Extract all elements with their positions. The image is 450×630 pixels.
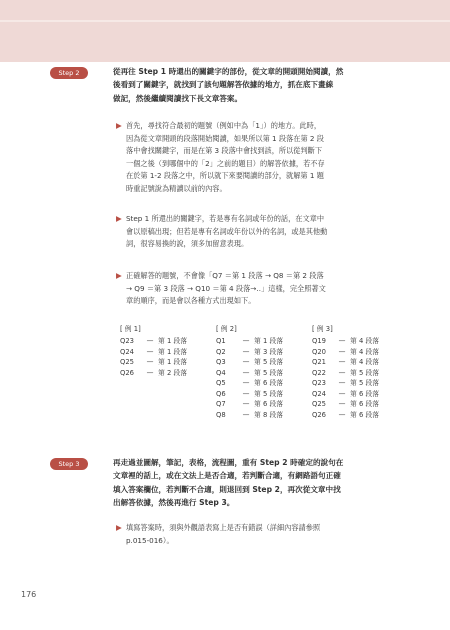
dash: — xyxy=(338,337,346,345)
paragraph-answer: 第 1 段落 xyxy=(158,347,188,356)
example-header: [ 例 3] xyxy=(312,325,333,333)
bullet-line: 首先，尋找符合最初的題號（例如中為「1」）的地方。此時， xyxy=(126,121,322,130)
bullet-line: p.015-016）。 xyxy=(126,535,174,545)
triangle-bullet-icon: ▶ xyxy=(116,523,122,532)
dash: — xyxy=(242,389,250,398)
step3-lead xyxy=(113,456,413,510)
example-row xyxy=(312,347,379,358)
dash: — xyxy=(338,368,346,377)
paragraph-answer: 第 4 段落 xyxy=(350,337,380,345)
paragraph-answer: 第 1 段落 xyxy=(158,358,188,366)
paragraph-answer: 第 6 段落 xyxy=(350,389,380,398)
example-row xyxy=(312,378,379,389)
example-row xyxy=(312,389,379,400)
question-number: Q6 xyxy=(216,389,226,398)
question-number: Q1 xyxy=(216,337,226,345)
dash: — xyxy=(338,347,346,356)
dash: — xyxy=(242,337,250,345)
example-row xyxy=(216,378,283,389)
bullet-line: 會以原稿出現；但若是專有名詞或年份以外的名詞，或是其他動 xyxy=(126,226,328,236)
bullet-line: 詞，很容易換的說，須多加留意表現。 xyxy=(126,239,249,249)
example-row xyxy=(216,389,283,400)
step3-lead-line: 文章裡的話上，或在文法上是否合適，若判斷合適，有網路語句正確 xyxy=(113,471,341,481)
question-number: Q23 xyxy=(120,337,134,345)
dash: — xyxy=(242,368,250,377)
step3-lead-line: 出解答依據，然後再進行 Step 3。 xyxy=(113,498,235,508)
bullet-line: 章的順序，而是會以各種方式出現如下。 xyxy=(126,296,256,306)
paragraph-answer: 第 2 段落 xyxy=(158,368,188,377)
example-1 xyxy=(120,324,187,378)
dash: — xyxy=(146,358,154,366)
question-number: Q24 xyxy=(120,347,134,356)
dash: — xyxy=(242,410,250,419)
dash: — xyxy=(242,379,250,387)
question-number: Q22 xyxy=(312,368,326,377)
dash: — xyxy=(338,379,346,387)
question-number: Q3 xyxy=(216,358,226,366)
bullet-line: 正確解答的題號，不會像「Q7 ＝第 1 段落 → Q8 ＝第 2 段落 xyxy=(126,271,324,280)
example-row xyxy=(120,357,187,368)
paragraph-answer: 第 6 段落 xyxy=(350,410,380,419)
question-number: Q26 xyxy=(312,410,326,419)
bullet-line: Step 1 所還出的關鍵字，若是專有名詞或年份的話，在文章中 xyxy=(126,214,325,223)
paragraph-answer: 第 4 段落 xyxy=(350,358,380,366)
example-row xyxy=(120,347,187,358)
bullet-line: 落中會找關鍵字，而是在第 3 段落中會找到該，所以從判斷下 xyxy=(126,146,323,156)
question-number: Q23 xyxy=(312,379,326,387)
example-row xyxy=(216,336,283,347)
question-number: Q7 xyxy=(216,400,226,408)
header-band xyxy=(0,0,450,62)
triangle-bullet-icon: ▶ xyxy=(116,271,122,280)
paragraph-answer: 第 5 段落 xyxy=(254,368,284,377)
example-row xyxy=(312,368,379,379)
page-number: 176 xyxy=(21,590,37,599)
dash: — xyxy=(338,410,346,419)
paragraph-answer: 第 5 段落 xyxy=(350,368,380,377)
question-number: Q20 xyxy=(312,347,326,356)
step2-bullet-3 xyxy=(116,270,412,308)
question-number: Q25 xyxy=(120,358,134,366)
question-number: Q24 xyxy=(312,389,326,398)
example-header: [ 例 2] xyxy=(216,325,237,333)
paragraph-answer: 第 4 段落 xyxy=(350,347,380,356)
dash: — xyxy=(146,347,154,356)
paragraph-answer: 第 8 段落 xyxy=(254,410,284,419)
example-row xyxy=(312,410,379,421)
step2-lead-line: 後看到了關鍵字，就找到了該句題解答依據的地方，抓在底下畫線 xyxy=(113,80,334,90)
triangle-bullet-icon: ▶ xyxy=(116,121,122,130)
bullet-line: 在於第 1-2 段落之中，所以就下來要閱讀的部分，就解第 1 題 xyxy=(126,171,324,181)
step2-lead xyxy=(113,65,413,105)
bullet-line: 一個之後（到哪個中的「2」之前的題目）的解答依據，若不存 xyxy=(126,158,325,168)
paragraph-answer: 第 3 段落 xyxy=(254,347,284,356)
paragraph-answer: 第 5 段落 xyxy=(254,358,284,366)
header-stripe xyxy=(0,20,450,22)
question-number: Q4 xyxy=(216,368,226,377)
step3-bullet-1 xyxy=(116,522,412,547)
example-row xyxy=(216,399,283,410)
dash: — xyxy=(242,358,250,366)
dash: — xyxy=(146,368,154,377)
example-row xyxy=(216,347,283,358)
step2-lead-line: 做記，然後繼續閱讀找下長文章答案。 xyxy=(113,93,243,103)
step3-lead-line: 填入答案欄位，若判斷不合適，則退回到 Step 2，再次從文章中找 xyxy=(113,484,341,494)
dash: — xyxy=(242,347,250,356)
question-number: Q21 xyxy=(312,358,326,366)
example-2 xyxy=(216,324,283,420)
question-number: Q26 xyxy=(120,368,134,377)
paragraph-answer: 第 1 段落 xyxy=(158,337,188,345)
example-row xyxy=(120,336,187,347)
paragraph-answer: 第 5 段落 xyxy=(350,379,380,387)
question-number: Q5 xyxy=(216,379,226,387)
example-row xyxy=(216,368,283,379)
step2-lead-line: 從再往 Step 1 時還出的關鍵字的部份，從文章的開頭開始閱讀，然 xyxy=(113,67,344,76)
example-row xyxy=(312,357,379,368)
question-number: Q25 xyxy=(312,400,326,408)
dash: — xyxy=(338,389,346,398)
question-number: Q2 xyxy=(216,347,226,356)
step3-lead-line: 再走過並圖解，筆記，表格，流程圖，重有 Step 2 時確定的說句在 xyxy=(113,458,344,467)
example-3 xyxy=(312,324,379,420)
bullet-line: 填寫答案時，須與外觀語表寫上是否有錯誤（詳細內容請參照 xyxy=(126,523,321,532)
dash: — xyxy=(146,337,154,345)
example-row xyxy=(312,336,379,347)
triangle-bullet-icon: ▶ xyxy=(116,214,122,223)
bullet-line: → Q9 ＝第 3 段落 → Q10 ＝第 4 段落→‥」這樣，完全照著文 xyxy=(126,283,326,293)
step2-bullet-1 xyxy=(116,120,412,196)
example-row xyxy=(120,368,187,379)
paragraph-answer: 第 6 段落 xyxy=(350,400,380,408)
example-header: [ 例 1] xyxy=(120,325,141,333)
paragraph-answer: 第 6 段落 xyxy=(254,400,284,408)
example-row xyxy=(312,399,379,410)
bullet-line: 時重記號說為精讀以前的內容。 xyxy=(126,183,227,193)
dash: — xyxy=(338,358,346,366)
paragraph-answer: 第 1 段落 xyxy=(254,337,284,345)
bullet-line: 因為從文章開頭的段落開始閱讀，如果所以第 1 段落在第 2 段 xyxy=(126,133,324,143)
paragraph-answer: 第 6 段落 xyxy=(254,379,284,387)
dash: — xyxy=(242,400,250,408)
step2-tag: Step 2 xyxy=(50,67,88,79)
example-row xyxy=(216,357,283,368)
step2-bullet-2 xyxy=(116,213,412,251)
dash: — xyxy=(338,400,346,408)
example-row xyxy=(216,410,283,421)
question-number: Q19 xyxy=(312,337,326,345)
paragraph-answer: 第 5 段落 xyxy=(254,389,284,398)
question-number: Q8 xyxy=(216,410,226,419)
step3-tag: Step 3 xyxy=(50,458,88,470)
